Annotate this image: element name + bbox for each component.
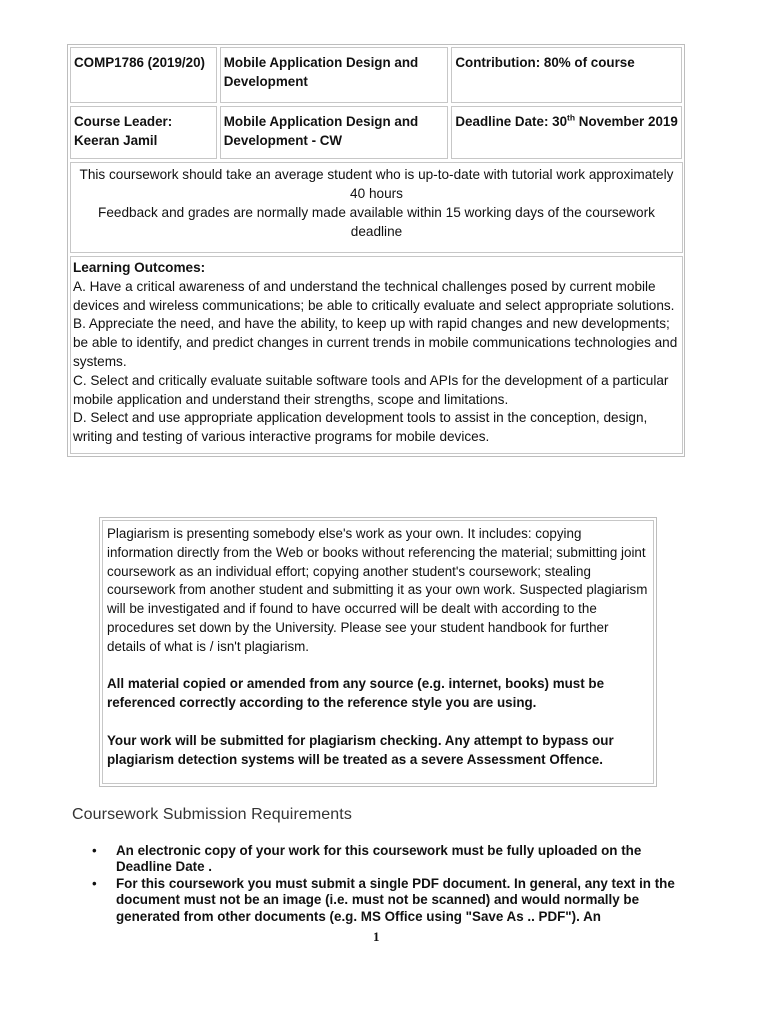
workload-line: This coursework should take an average student who is up-to-date with tutorial work approximately 40 hours <box>79 167 674 201</box>
learning-outcome-item: B. Appreciate the need, and have the ability, to keep up with rapid changes and new developments; be able to identify, and predict changes in current trends in mobile communications technologies and systems. <box>73 316 678 369</box>
course-info-table <box>67 44 685 457</box>
feedback-line: Feedback and grades are normally made available within 15 working days of the coursework deadline <box>98 205 655 239</box>
course-title: Mobile Application Design and Development <box>220 47 449 103</box>
learning-outcome-item: D. Select and use appropriate application development tools to assist in the conception, design, writing and testing of various interactive programs for mobile devices. <box>73 410 648 445</box>
learning-outcomes-heading: Learning Outcomes: <box>73 260 206 275</box>
deadline-sup: th <box>567 112 576 123</box>
list-item <box>90 843 690 876</box>
bullet-icon: • <box>92 843 97 858</box>
requirement-text: An electronic copy of your work for this coursework must be fully uploaded on the Deadline Date . <box>116 843 642 875</box>
learning-outcome-item: C. Select and critically evaluate suitable software tools and APIs for the development of a particular mobile application and understand their strengths, scope and limitations. <box>73 372 669 407</box>
course-leader-label: Course Leader: <box>74 114 173 129</box>
course-leader-name: Keeran Jamil <box>74 133 158 148</box>
plagiarism-content <box>102 520 654 784</box>
workload-cell <box>70 162 683 253</box>
contribution: Contribution: 80% of course <box>451 47 682 103</box>
plagiarism-checking-note: Your work will be submitted for plagiarism checking. Any attempt to bypass our plagiarism detection systems will be treated as a severe Assessment Offence. <box>107 732 614 767</box>
deadline-prefix: Deadline Date: 30 <box>455 114 568 129</box>
plagiarism-referencing-note: All material copied or amended from any source (e.g. internet, books) must be referenced correctly according to the reference style you are using. <box>107 676 605 711</box>
deadline-date <box>451 106 682 159</box>
requirement-text: For this coursework you must submit a single PDF document. In general, any text in the document must not be an image (i.e. must not be scanned) and would normally be generated from other documents (e.g. MS Office using "Save As .. PDF"). An <box>116 875 675 924</box>
learning-outcome-item: A. Have a critical awareness of and understand the technical challenges posed by current mobile devices and wireless communications; be able to critically evaluate and select appropriate solutions. <box>73 278 675 313</box>
info-row-leader <box>70 106 682 159</box>
deadline-suffix: November 2019 <box>575 114 678 129</box>
page-number: 1 <box>373 929 380 944</box>
course-leader-cell <box>70 106 217 159</box>
course-code: COMP1786 (2019/20) <box>70 47 217 103</box>
plagiarism-paragraph: Plagiarism is presenting somebody else's work as your own. It includes: copying information directly from the Web or books without referencing the material; submitting joint coursework as an individual effort; copying another student's coursework; stealing coursework from another student and submitting it as your own work. Suspected plagiarism will be investigated and if found to have occurred will be dealt with according to the procedures set down by the University. Please see your student handbook for further details of what is / isn't plagiarism. <box>107 526 648 654</box>
bullet-icon: • <box>92 875 97 891</box>
learning-outcomes-cell <box>70 256 683 454</box>
coursework-title: Mobile Application Design and Development - CW <box>220 106 449 159</box>
plagiarism-box <box>99 517 657 787</box>
submission-requirements-list <box>90 843 690 925</box>
list-item <box>90 876 690 925</box>
info-row-course <box>70 47 682 103</box>
submission-heading: Coursework Submission Requirements <box>72 806 352 823</box>
